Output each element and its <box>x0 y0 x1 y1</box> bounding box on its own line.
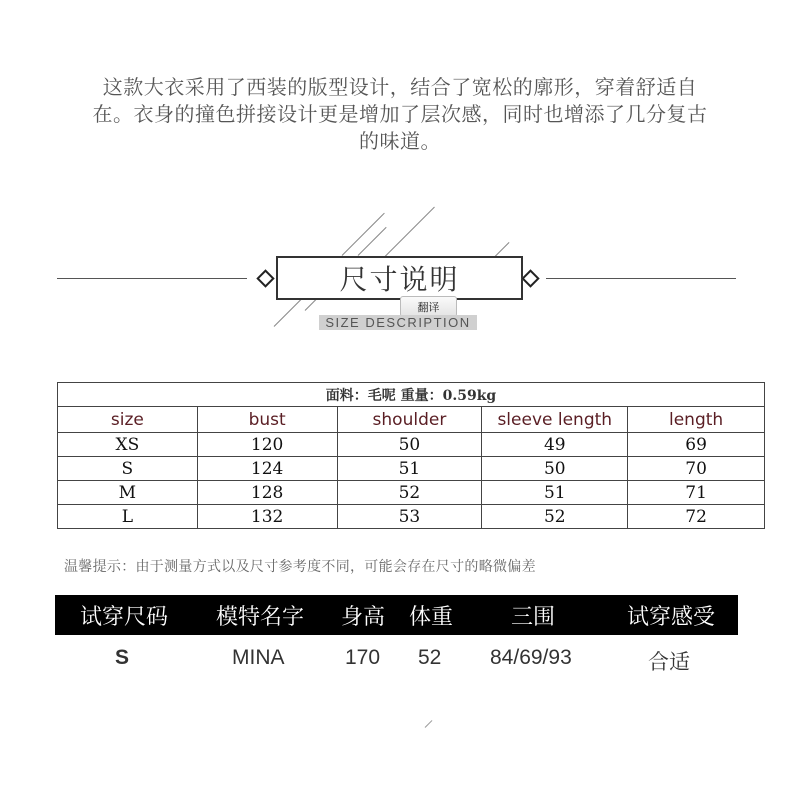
section-title: 尺寸说明 <box>276 256 523 300</box>
fabric-weight-info: 面料：毛呢 重量：0.59kg <box>58 383 765 407</box>
header-weight: 体重 <box>409 605 454 630</box>
cell-sleeve-length: 49 <box>482 433 628 457</box>
header-size: size <box>58 407 198 433</box>
intro-line: 的味道。 <box>359 129 441 153</box>
cell-length: 69 <box>628 433 765 457</box>
intro-line: 在。衣身的撞色拼接设计更是增加了层次感，同时也增添了几分复古 <box>92 102 708 126</box>
header-measurements: 三围 <box>511 605 556 630</box>
cell-size: S <box>58 457 198 481</box>
cell-bust: 132 <box>197 505 337 529</box>
model-weight: 52 <box>418 646 442 669</box>
intro-paragraph <box>60 74 740 155</box>
cell-bust: 120 <box>197 433 337 457</box>
decor-slash <box>495 242 510 257</box>
cell-length: 71 <box>628 481 765 505</box>
cell-size: M <box>58 481 198 505</box>
translate-button[interactable]: 翻译 <box>400 296 457 317</box>
diamond-right-icon <box>521 269 539 287</box>
cell-bust: 124 <box>197 457 337 481</box>
header-sleeve-length: sleeve length <box>482 407 628 433</box>
diamond-left-icon <box>256 269 274 287</box>
cell-sleeve-length: 52 <box>482 505 628 529</box>
cell-shoulder: 50 <box>337 433 482 457</box>
model-height: 170 <box>345 646 381 669</box>
cell-shoulder: 51 <box>337 457 482 481</box>
fabric-weight-row <box>58 383 765 407</box>
measurement-note: 温馨提示：由于测量方式以及尺寸参考度不同，可能会存在尺寸的略微偏差 <box>64 559 536 575</box>
header-try-size: 试穿尺码 <box>80 605 169 630</box>
cell-length: 72 <box>628 505 765 529</box>
header-fit-feeling: 试穿感受 <box>627 605 716 630</box>
size-table <box>57 382 765 529</box>
cell-length: 70 <box>628 457 765 481</box>
header-height: 身高 <box>341 605 386 630</box>
cell-size: XS <box>58 433 198 457</box>
intro-line: 这款大衣采用了西装的版型设计，结合了宽松的廓形，穿着舒适自 <box>102 75 698 99</box>
header-shoulder: shoulder <box>337 407 482 433</box>
cell-shoulder: 53 <box>337 505 482 529</box>
model-fit-feeling: 合适 <box>648 650 690 674</box>
cell-size: L <box>58 505 198 529</box>
decor-slash <box>385 207 435 257</box>
section-subtitle: SIZE DESCRIPTION <box>319 315 477 330</box>
model-size: S <box>115 646 130 669</box>
cell-shoulder: 52 <box>337 481 482 505</box>
model-measurements: 84/69/93 <box>490 646 572 669</box>
decor-slash <box>425 720 433 728</box>
table-row <box>58 505 765 529</box>
divider-right <box>546 278 736 279</box>
table-row <box>58 457 765 481</box>
model-name: MINA <box>232 646 285 669</box>
table-row <box>58 481 765 505</box>
cell-sleeve-length: 50 <box>482 457 628 481</box>
header-length: length <box>628 407 765 433</box>
cell-bust: 128 <box>197 481 337 505</box>
table-row <box>58 433 765 457</box>
header-bust: bust <box>197 407 337 433</box>
divider-left <box>57 278 247 279</box>
decor-slash <box>358 227 387 256</box>
cell-sleeve-length: 51 <box>482 481 628 505</box>
table-header-row <box>58 407 765 433</box>
header-model-name: 模特名字 <box>216 605 305 630</box>
